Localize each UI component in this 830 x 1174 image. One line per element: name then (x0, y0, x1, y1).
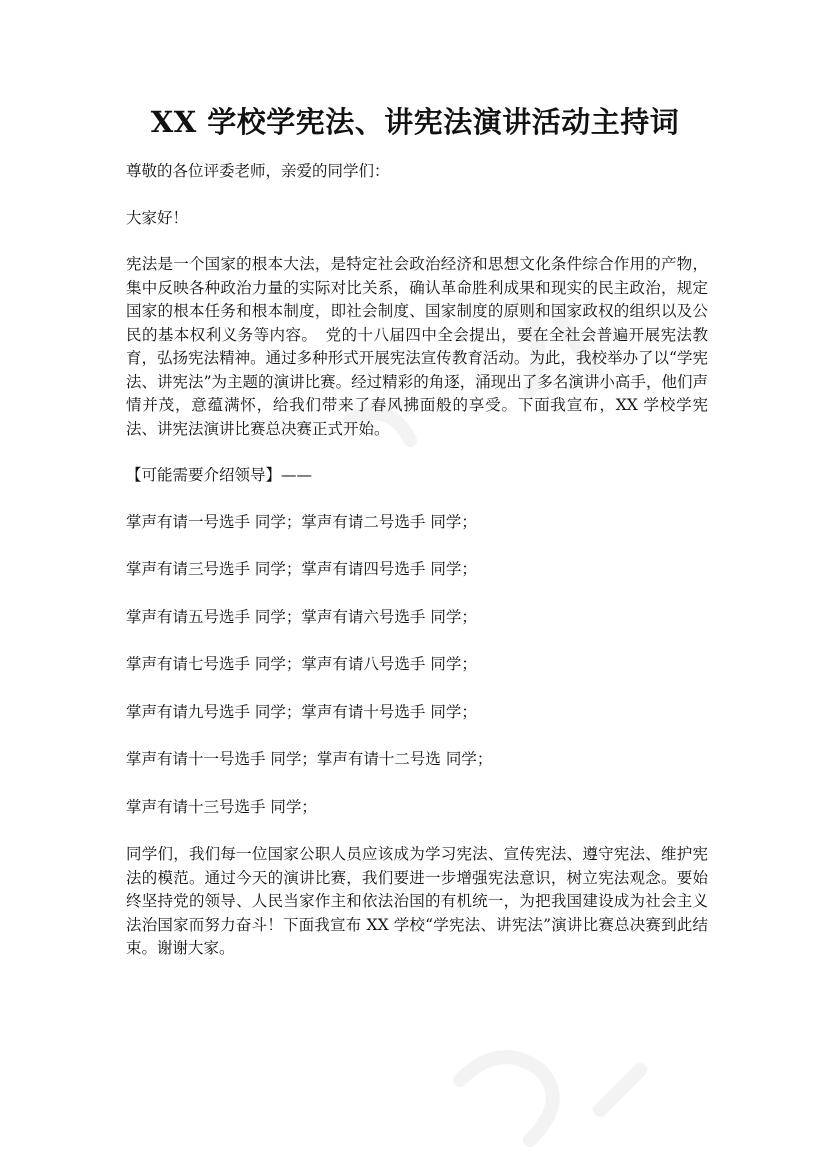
contestant-line-7: 掌声有请十三号选手 同学； (126, 797, 317, 816)
leaders-note: 【可能需要介绍领导】—— (126, 466, 313, 484)
document-body (126, 160, 708, 984)
greeting-paragraph: 尊敬的各位评委老师，亲爱的同学们： (126, 162, 390, 180)
intro-paragraph: 宪法是一个国家的根本大法，是特定社会政治经济和思想文化条件综合作用的产物，集中反映各种政治力量的实际对比关系，确认革命胜利成果和现实的民主政治，规定国家的根本任务和根本制度，即社会制度、国家制度的原则和国家政权的组织以及公民的基本权利义务等内容。 党的十八届四中全会提出，要在全社会普遍开展宪法教育，弘扬宪法精神。通过多种形式开展宪法宣传教育活动。为此，我校举办了以“学宪法、讲宪法”为主题的演讲比赛。经过精彩的角逐，涌现出了多名演讲小高手，他们声情并茂，意蕴满怀，给我们带来了春风拂面般的享受。下面我宣布，XX 学校学宪法、讲宪法演讲比赛总决赛正式开始。 (126, 255, 708, 438)
document-title: XX 学校学宪法、讲宪法演讲活动主持词 (150, 105, 680, 139)
contestant-line-2: 掌声有请三号选手 同学；掌声有请四号选手 同学； (126, 560, 477, 578)
hello-paragraph: 大家好！ (126, 208, 189, 227)
contestant-line-4: 掌声有请七号选手 同学；掌声有请八号选手 同学； (126, 655, 477, 673)
closing-paragraph: 同学们，我们每一位国家公职人员应该成为学习宪法、宣传宪法、遵守宪法、维护宪法的模范。通过今天的演讲比赛，我们要进一步增强宪法意识，树立宪法观念。要始终坚持党的领导、人民当家作主和依法治国的有机统一，为把我国建设成为社会主义法治国家而努力奋斗！下面我宣布 XX 学校“学宪法、讲宪法”演讲比赛总决赛到此结束。谢谢大家。 (126, 845, 708, 957)
contestant-line-5: 掌声有请九号选手 同学；掌声有请十号选手 同学； (126, 702, 477, 721)
contestant-line-1: 掌声有请一号选手 同学；掌声有请二号选手 同学； (126, 512, 477, 531)
contestant-line-3: 掌声有请五号选手 同学；掌声有请六号选手 同学； (126, 607, 477, 626)
contestant-line-6: 掌声有请十一号选手 同学；掌声有请十二号选 同学； (126, 750, 493, 768)
